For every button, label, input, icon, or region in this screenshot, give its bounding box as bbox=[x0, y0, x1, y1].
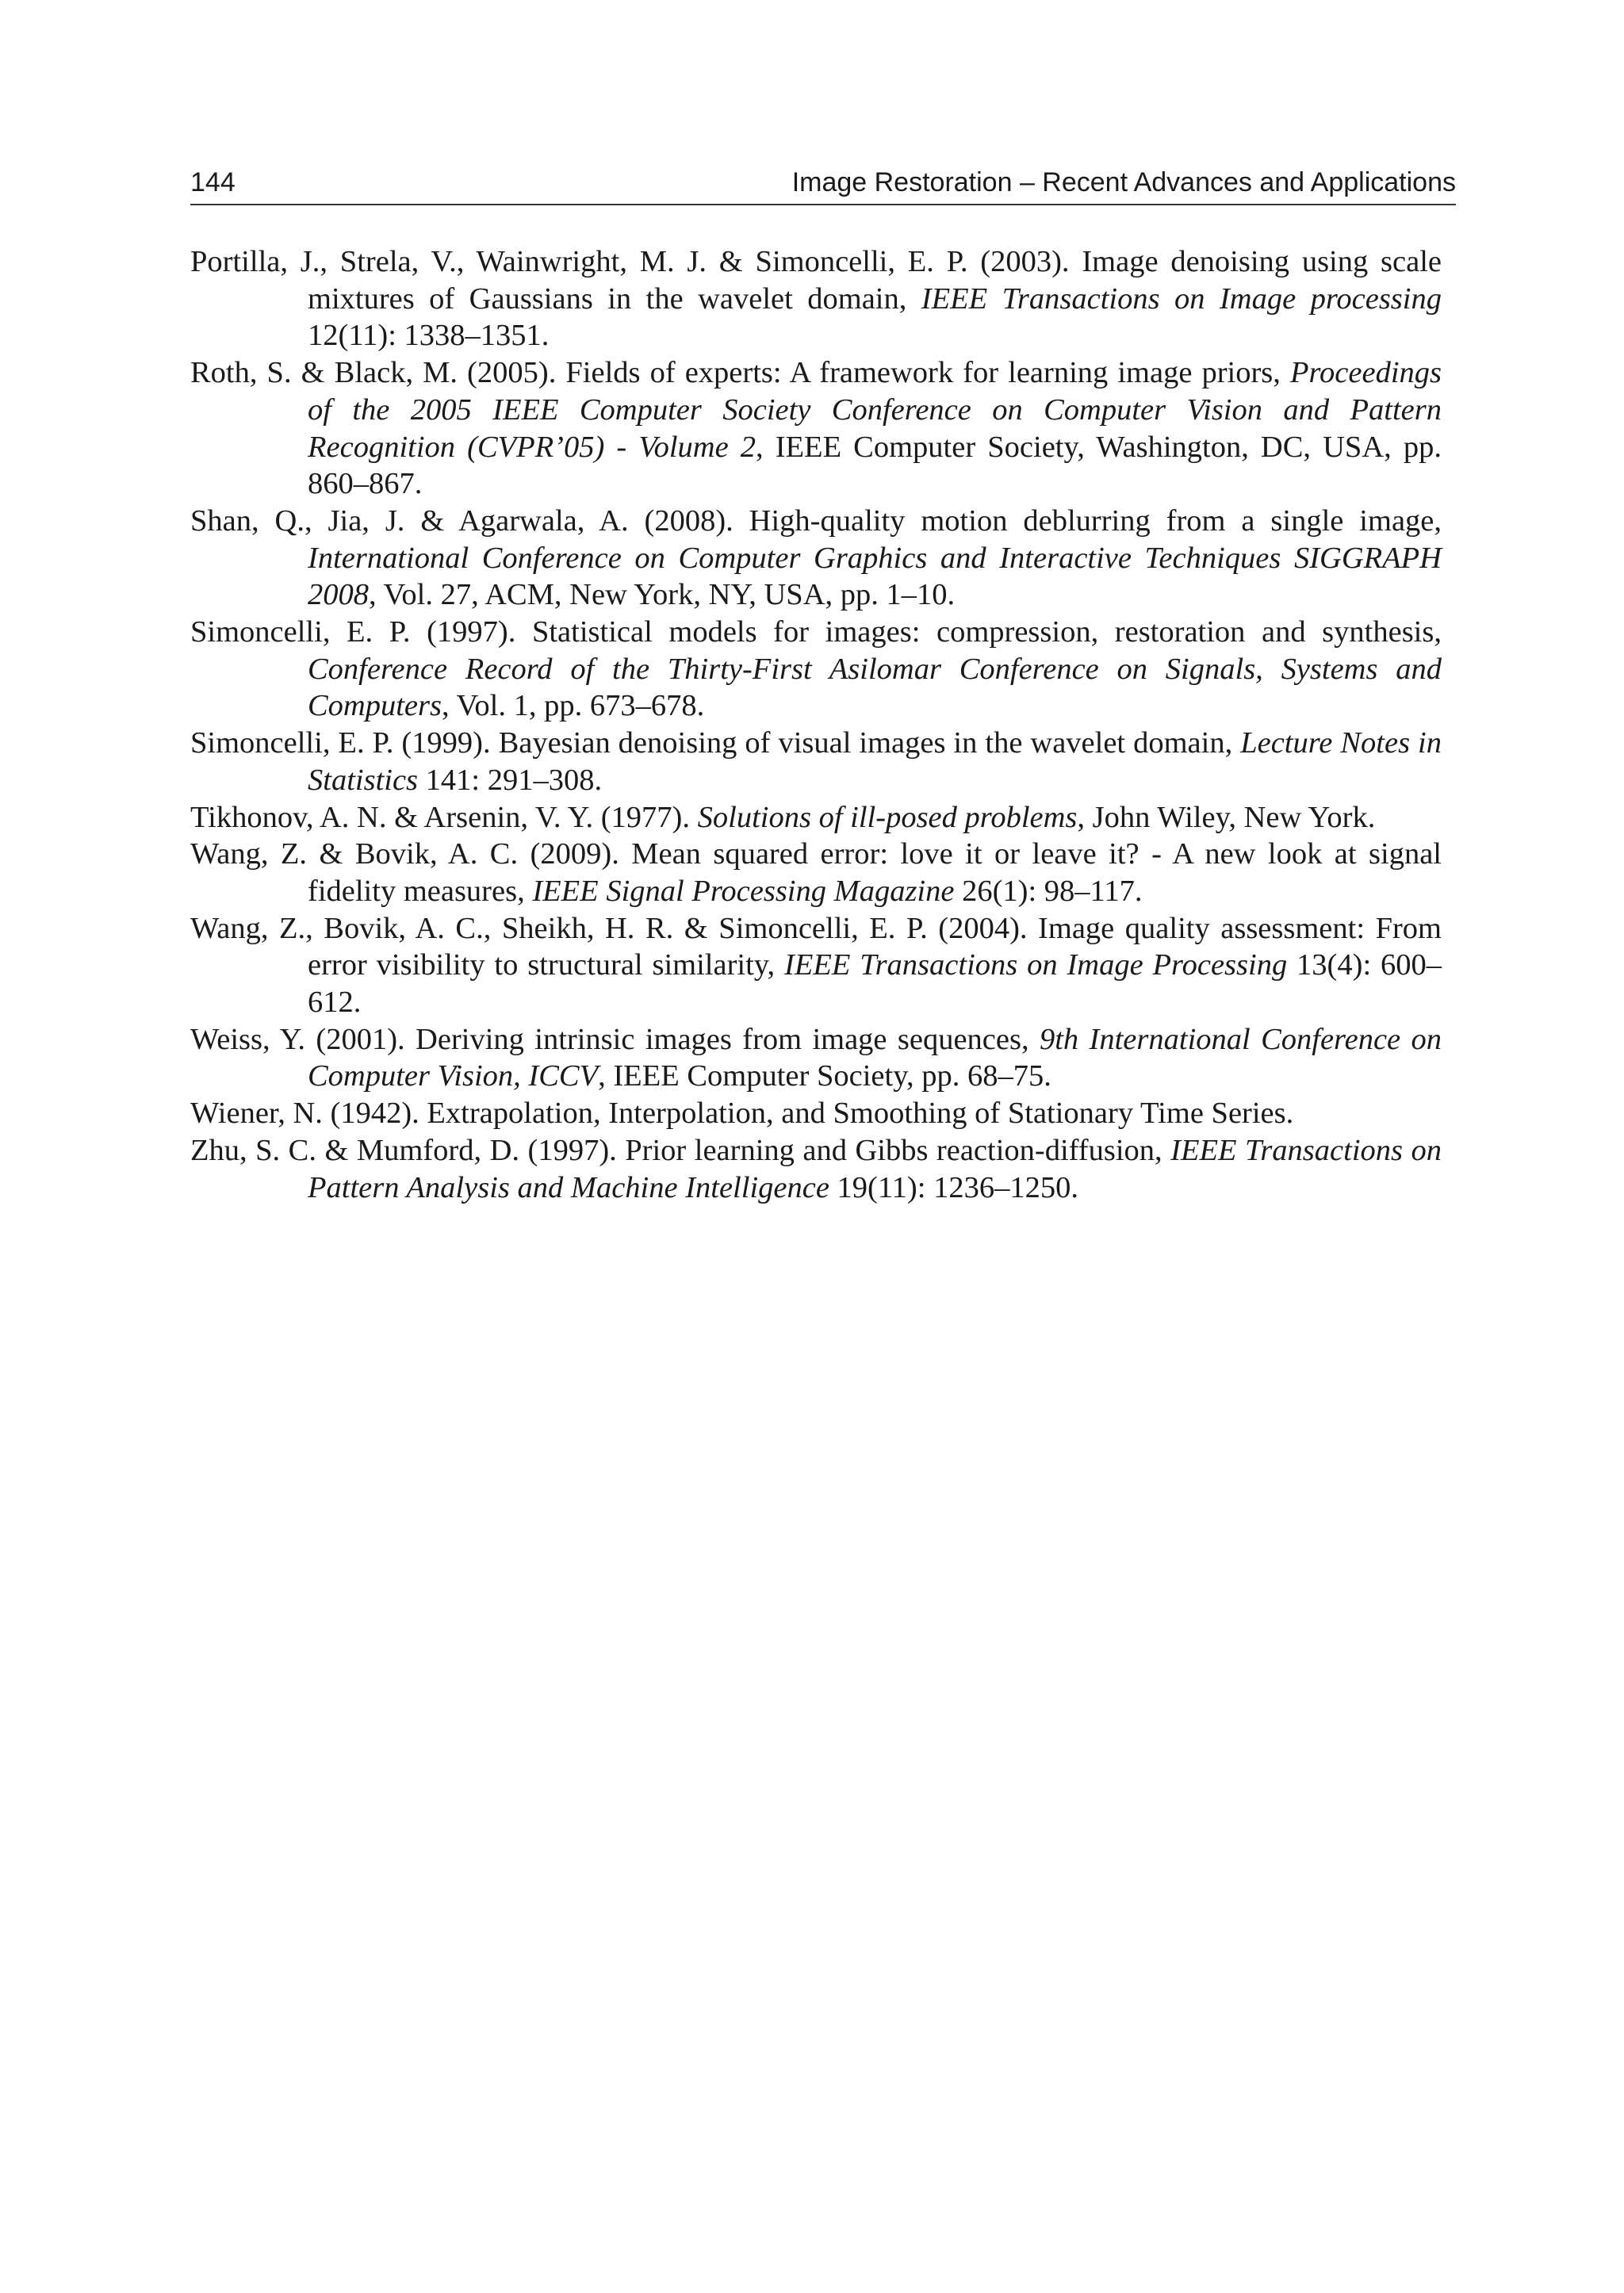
reference-details: , John Wiley, New York. bbox=[1077, 800, 1376, 834]
reference-details: 13(4): 600–612. bbox=[308, 948, 1442, 1020]
reference-text: Portilla, J., Strela, V., Wainwright, M. J. & Simoncelli, E. P. (2003). Image denoising using scale mixtures of Gaussians in the wavelet domain, bbox=[190, 245, 1442, 316]
reference-text: Zhu, S. C. & Mumford, D. (1997). Prior learning and Gibbs reaction-diffusion, bbox=[190, 1133, 1171, 1167]
reference-entry bbox=[190, 836, 1442, 909]
reference-details: , IEEE Computer Society, pp. 68–75. bbox=[598, 1059, 1051, 1093]
reference-venue: IEEE Signal Processing Magazine bbox=[532, 874, 955, 908]
reference-text: Simoncelli, E. P. (1997). Statistical models for images: compression, restoration and synthesis, bbox=[190, 615, 1442, 649]
reference-text: Simoncelli, E. P. (1999). Bayesian denoising of visual images in the wavelet domain, bbox=[190, 726, 1241, 760]
reference-text: Wang, Z., Bovik, A. C., Sheikh, H. R. & Simoncelli, E. P. (2004). Image quality assessment: From error visibility to structural similarity, bbox=[190, 911, 1442, 982]
reference-details: , Vol. 1, pp. 673–678. bbox=[441, 689, 705, 723]
reference-text: Roth, S. & Black, M. (2005). Fields of experts: A framework for learning image priors, bbox=[190, 356, 1290, 390]
reference-list bbox=[190, 243, 1442, 1206]
reference-details: 26(1): 98–117. bbox=[954, 874, 1143, 908]
reference-venue: Solutions of ill-posed problems bbox=[697, 800, 1078, 834]
reference-venue: International Conference on Computer Graphics and Interactive Techniques SIGGRAPH 2008 bbox=[308, 541, 1442, 612]
reference-details: 12(11): 1338–1351. bbox=[308, 319, 550, 353]
reference-entry bbox=[190, 1095, 1442, 1132]
reference-details: 19(11): 1236–1250. bbox=[829, 1170, 1078, 1204]
reference-entry bbox=[190, 725, 1442, 798]
reference-entry bbox=[190, 614, 1442, 725]
reference-venue: Lecture Notes in Statistics bbox=[308, 726, 1442, 797]
reference-text: Shan, Q., Jia, J. & Agarwala, A. (2008). High-quality motion deblurring from a single image, bbox=[190, 503, 1442, 538]
reference-entry bbox=[190, 910, 1442, 1021]
reference-details: 141: 291–308. bbox=[418, 763, 603, 797]
reference-details: , Vol. 27, ACM, New York, NY, USA, pp. 1–10. bbox=[369, 578, 956, 612]
reference-venue: IEEE Transactions on Pattern Analysis and Machine Intelligence bbox=[308, 1133, 1442, 1204]
reference-entry bbox=[190, 1021, 1442, 1095]
reference-venue: Proceedings of the 2005 IEEE Computer Society Conference on Computer Vision and Pattern Recognition (CVPR’05) - Volume 2 bbox=[308, 356, 1442, 464]
reference-text: Wang, Z. & Bovik, A. C. (2009). Mean squared error: love it or leave it? - A new look at signal fidelity measures, bbox=[190, 837, 1442, 908]
running-title: Image Restoration – Recent Advances and Applications bbox=[791, 167, 1456, 197]
reference-venue: Conference Record of the Thirty-First Asilomar Conference on Signals, Systems and Computers bbox=[308, 652, 1442, 723]
reference-venue: IEEE Transactions on Image processing bbox=[921, 281, 1442, 316]
reference-entry bbox=[190, 503, 1442, 614]
reference-entry bbox=[190, 243, 1442, 354]
reference-entry bbox=[190, 354, 1442, 503]
page-header bbox=[190, 163, 1456, 205]
reference-text: Weiss, Y. (2001). Deriving intrinsic images from image sequences, bbox=[190, 1022, 1040, 1056]
reference-entry bbox=[190, 1132, 1442, 1206]
reference-text: Wiener, N. (1942). Extrapolation, Interpolation, and Smoothing of Stationary Time Series. bbox=[190, 1097, 1294, 1131]
reference-entry bbox=[190, 799, 1442, 836]
reference-venue: IEEE Transactions on Image Processing bbox=[784, 948, 1288, 982]
reference-text: Tikhonov, A. N. & Arsenin, V. Y. (1977). bbox=[190, 800, 698, 834]
page-number: 144 bbox=[190, 167, 236, 197]
reference-venue: 9th International Conference on Computer Vision, ICCV bbox=[308, 1022, 1442, 1093]
reference-details: , IEEE Computer Society, Washington, DC, USA, pp. 860–867. bbox=[308, 430, 1442, 501]
